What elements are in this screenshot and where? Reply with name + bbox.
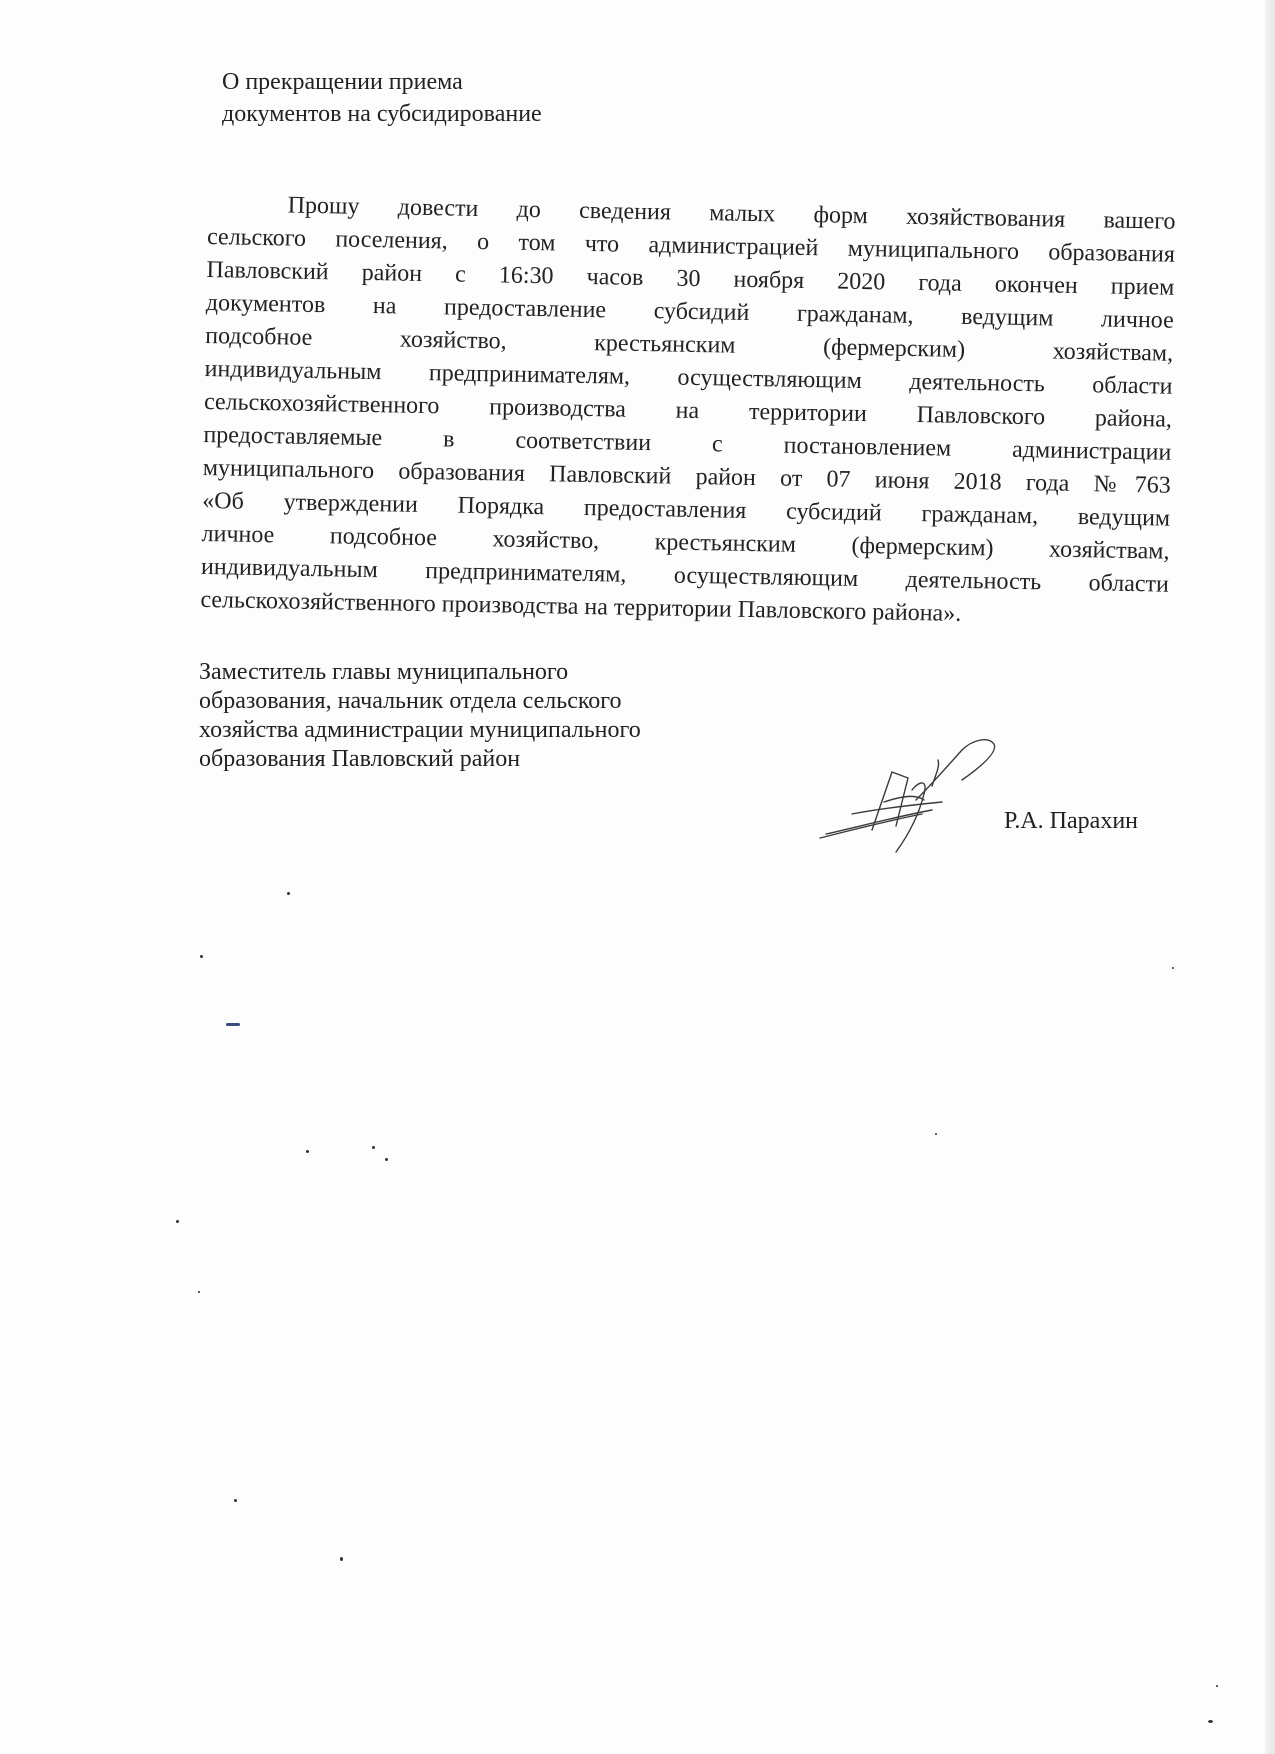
position-line-3: хозяйства администрации муниципального xyxy=(199,717,641,743)
body-line: Прошу довести до сведения малых форм хозяйствования вашего xyxy=(287,192,1176,235)
signer-position xyxy=(199,658,641,774)
scan-speck xyxy=(200,955,203,958)
document-subject xyxy=(222,66,542,130)
scan-speck xyxy=(1208,1720,1213,1723)
scan-speck xyxy=(198,1291,200,1293)
body-line: подсобное хозяйство, крестьянским (фермерским) хозяйствам, xyxy=(205,322,1174,367)
scan-speck xyxy=(935,1133,937,1135)
scan-speck xyxy=(1216,1685,1218,1687)
scan-speck xyxy=(340,1557,343,1561)
signer-name: Р.А. Парахин xyxy=(1004,808,1139,834)
body-line: документов на предоставление субсидий гражданам, ведущим личное xyxy=(205,289,1174,334)
scan-speck xyxy=(385,1158,388,1161)
body-line: индивидуальным предпринимателям, осуществляющим деятельность области xyxy=(200,553,1170,598)
body-line: сельскохозяйственного производства на территории Павловского района, xyxy=(203,388,1173,433)
scan-edge xyxy=(1265,0,1275,1754)
position-line-1: Заместитель главы муниципального xyxy=(199,659,569,685)
scan-speck xyxy=(176,1220,179,1223)
scan-speck xyxy=(306,1150,309,1153)
position-line-4: образования Павловский район xyxy=(199,746,521,772)
body-paragraph xyxy=(200,188,1176,635)
handwritten-signature xyxy=(812,730,1012,860)
body-line: сельскохозяйственного производства на территории Павловского района». xyxy=(200,586,962,627)
body-line: «Об утверждении Порядка предоставления субсидий гражданам, ведущим xyxy=(202,487,1171,532)
body-line: личное подсобное хозяйство, крестьянским (фермерским) хозяйствам, xyxy=(201,520,1170,565)
body-line: Павловский район с 16:30 часов 30 ноября 2020 года окончен прием xyxy=(206,256,1175,301)
subject-line-2: документов на субсидирование xyxy=(222,101,542,127)
scan-speck xyxy=(287,892,290,895)
scan-speck xyxy=(372,1146,375,1149)
body-line: муниципального образования Павловский район от 07 июня 2018 года №763 xyxy=(202,454,1171,499)
subject-line-1: О прекращении приема xyxy=(222,69,463,95)
body-line: предоставляемые в соответствии с постановлением администрации xyxy=(203,421,1172,466)
position-line-2: образования, начальник отдела сельского xyxy=(199,688,622,714)
body-line: сельского поселения, о том что администрацией муниципального образования xyxy=(206,223,1176,268)
scan-speck xyxy=(234,1499,237,1502)
body-line: индивидуальным предпринимателям, осуществляющим деятельность области xyxy=(204,355,1173,400)
scan-speck xyxy=(226,1023,240,1026)
scan-speck xyxy=(1172,967,1174,969)
